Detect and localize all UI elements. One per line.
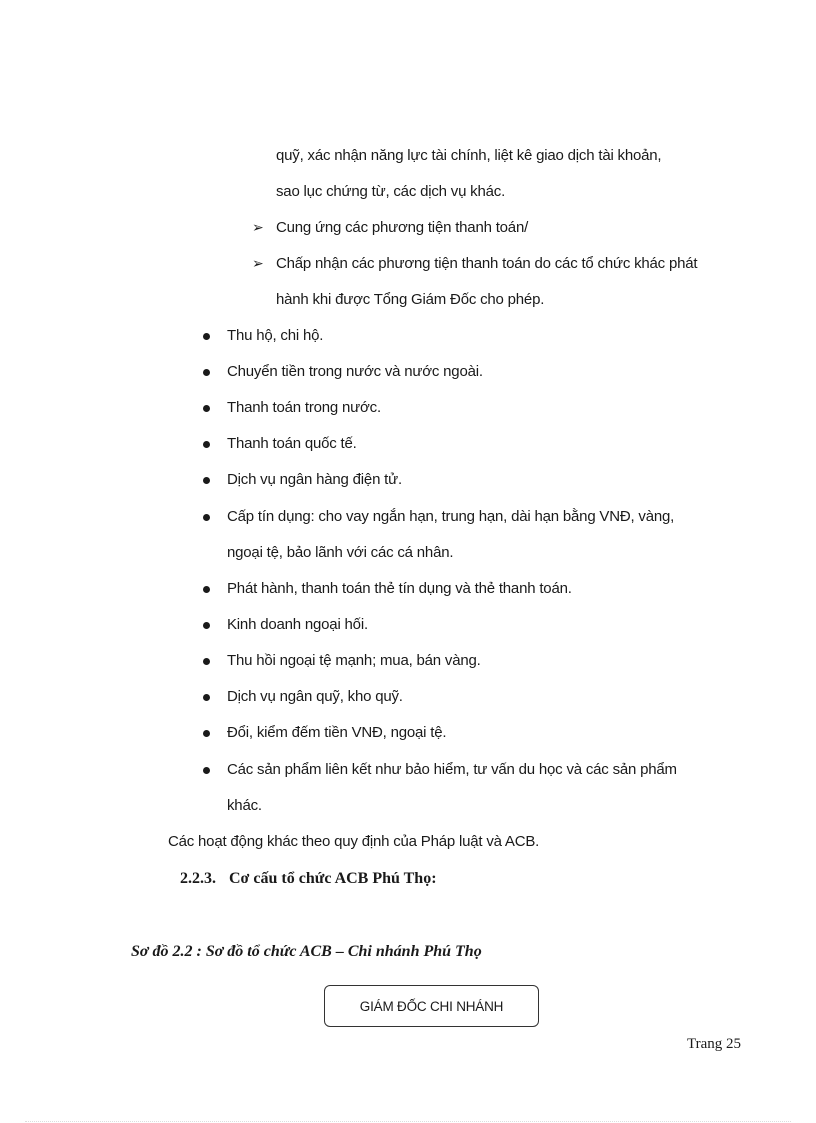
sub-item: Cung ứng các phương tiện thanh toán/ <box>276 219 529 236</box>
list-item: Dịch vụ ngân hàng điện tử. <box>227 471 402 488</box>
sub-item-continuation: hành khi được Tổng Giám Đốc cho phép. <box>276 291 545 308</box>
bullet-dot-icon <box>203 405 210 412</box>
list-item: Đổi, kiểm đếm tiền VNĐ, ngoại tệ. <box>227 724 447 741</box>
continuation-line-2: sao lục chứng từ, các dịch vụ khác. <box>276 183 506 200</box>
bullet-dot-icon <box>203 477 210 484</box>
bullet-dot-icon <box>203 767 210 774</box>
bullet-dot-icon <box>203 586 210 593</box>
sub-item: Chấp nhận các phương tiện thanh toán do các tổ chức khác phát <box>276 255 698 272</box>
list-item: Thu hộ, chi hộ. <box>227 327 324 344</box>
list-item: Các sản phẩm liên kết như bảo hiểm, tư vấn du học và các sản phẩm <box>227 761 677 778</box>
org-box-label: GIÁM ĐỐC CHI NHÁNH <box>359 998 504 1014</box>
bullet-dot-icon <box>203 441 210 448</box>
org-chart-director-box <box>324 985 539 1027</box>
bullet-dot-icon <box>203 333 210 340</box>
list-item: Kinh doanh ngoại hối. <box>227 616 368 633</box>
list-item: Cấp tín dụng: cho vay ngắn hạn, trung hạn, dài hạn bằng VNĐ, vàng, <box>227 508 675 525</box>
other-activities-text: Các hoạt động khác theo quy định của Pháp luật và ACB. <box>168 833 540 850</box>
list-item: Chuyển tiền trong nước và nước ngoài. <box>227 363 483 380</box>
section-title: Cơ cấu tổ chức ACB Phú Thọ: <box>229 870 437 887</box>
list-item: Thanh toán quốc tế. <box>227 435 357 452</box>
bullet-dot-icon <box>203 369 210 376</box>
section-number: 2.2.3. <box>180 870 216 887</box>
bullet-dot-icon <box>203 622 210 629</box>
page-bottom-divider <box>25 1121 791 1122</box>
bullet-dot-icon <box>203 658 210 665</box>
bullet-dot-icon <box>203 694 210 701</box>
arrow-bullet-icon: ➢ <box>252 220 264 236</box>
continuation-line-1: quỹ, xác nhận năng lực tài chính, liệt kê giao dịch tài khoản, <box>276 147 662 164</box>
diagram-caption: Sơ đồ 2.2 : Sơ đồ tổ chức ACB – Chi nhánh Phú Thọ <box>131 943 482 960</box>
bullet-dot-icon <box>203 514 210 521</box>
list-item-continuation: khác. <box>227 797 262 814</box>
list-item: Thanh toán trong nước. <box>227 399 381 416</box>
list-item: Thu hồi ngoại tệ mạnh; mua, bán vàng. <box>227 652 481 669</box>
list-item-continuation: ngoại tệ, bảo lãnh với các cá nhân. <box>227 544 454 561</box>
list-item: Dịch vụ ngân quỹ, kho quỹ. <box>227 688 403 705</box>
bullet-dot-icon <box>203 730 210 737</box>
arrow-bullet-icon: ➢ <box>252 256 264 272</box>
page-number: Trang 25 <box>686 1036 741 1052</box>
list-item: Phát hành, thanh toán thẻ tín dụng và thẻ thanh toán. <box>227 580 572 597</box>
